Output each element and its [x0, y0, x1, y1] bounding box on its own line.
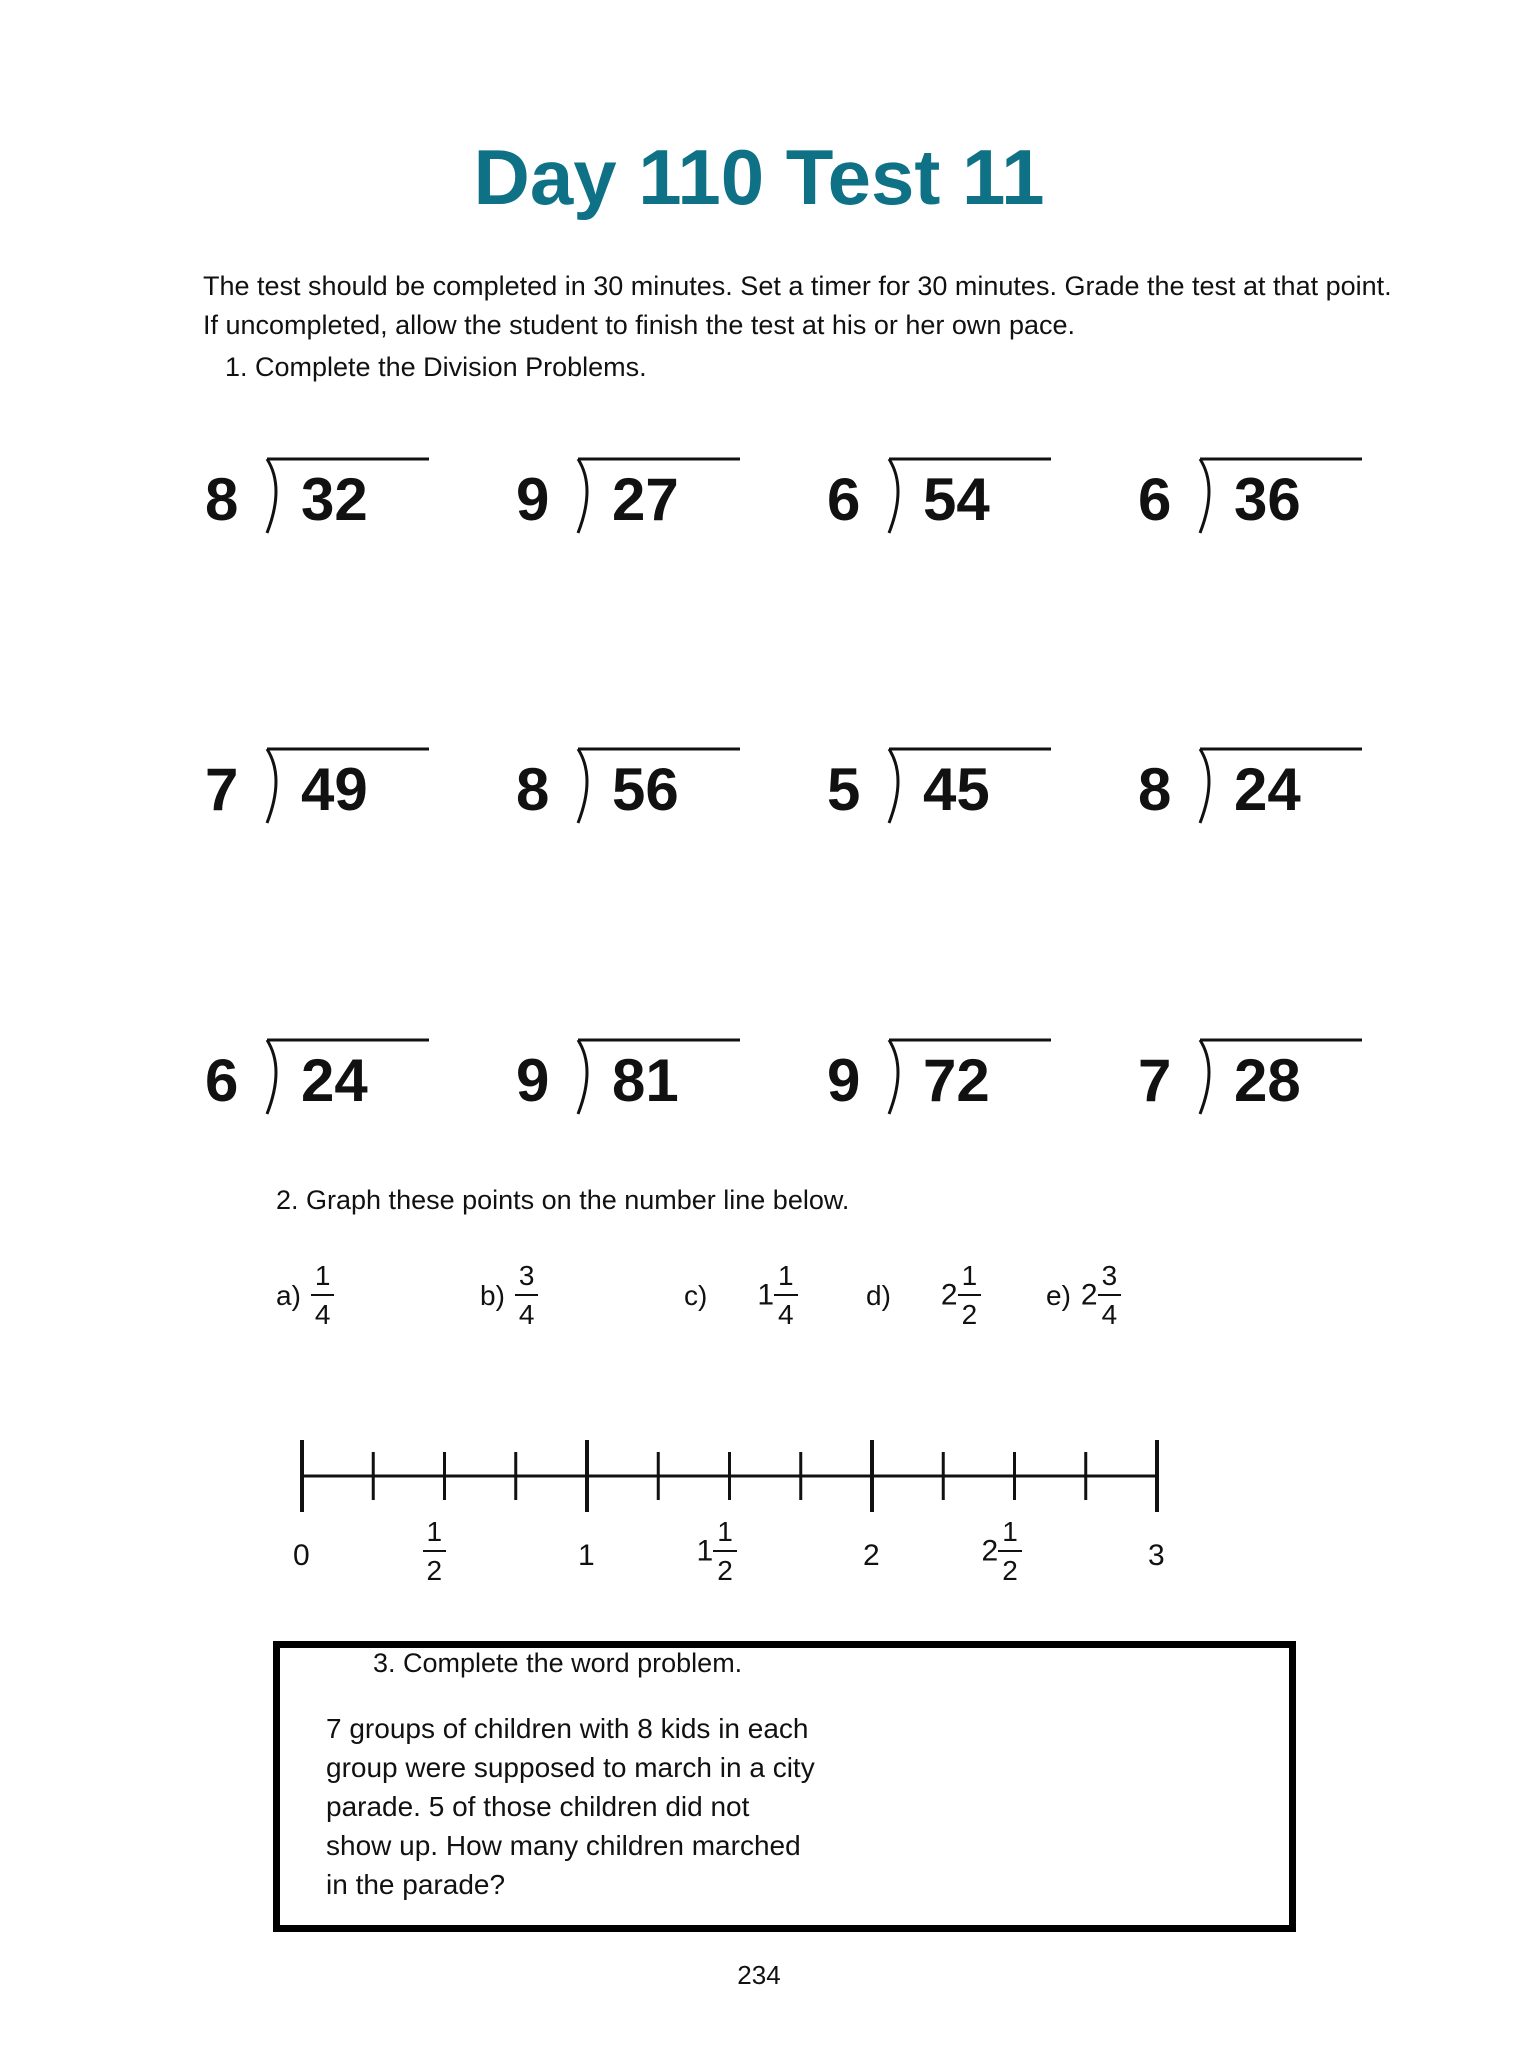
- dividend: 45: [923, 756, 990, 823]
- divisor: 9: [516, 1047, 550, 1114]
- number-line-label: [982, 1518, 1022, 1585]
- point-letter: a): [276, 1279, 301, 1311]
- question-1-label: 1. Complete the Division Problems.: [225, 352, 647, 382]
- number-line-label: [1148, 1538, 1165, 1573]
- divisor: 7: [205, 756, 239, 823]
- divisor: 6: [1138, 466, 1172, 533]
- dividend: 49: [301, 756, 368, 823]
- dividend: 24: [1234, 756, 1301, 823]
- fraction-denominator: 2: [958, 1294, 982, 1329]
- divisor: 6: [827, 466, 861, 533]
- divisor: 8: [516, 756, 550, 823]
- dividend: 32: [301, 466, 368, 533]
- point-whole: 1: [757, 1278, 775, 1312]
- number-line-label: [578, 1538, 595, 1573]
- dividend: 72: [923, 1047, 990, 1114]
- point-letter: d): [866, 1279, 891, 1311]
- divisor: 6: [205, 1047, 239, 1114]
- dividend: 36: [1234, 466, 1301, 533]
- fraction-numerator: 3: [518, 1260, 535, 1291]
- divisor: 9: [827, 1047, 861, 1114]
- question-2-label: 2. Graph these points on the number line below.: [276, 1185, 850, 1215]
- point-letter: c): [684, 1279, 708, 1311]
- number-line-label: [863, 1538, 880, 1573]
- divisor: 7: [1138, 1047, 1172, 1114]
- word-problem-line: parade. 5 of those children did not: [326, 1791, 750, 1822]
- divisor: 8: [205, 466, 239, 533]
- label-whole: 0: [293, 1539, 310, 1573]
- label-fraction: [998, 1518, 1022, 1585]
- label-whole: 1: [696, 1534, 714, 1568]
- fraction-numerator: 1: [778, 1260, 794, 1291]
- divisor: 8: [1138, 756, 1172, 823]
- number-line-label: [293, 1538, 310, 1573]
- fraction-numerator: 1: [1002, 1516, 1018, 1547]
- label-whole: 3: [1148, 1539, 1165, 1573]
- fraction-denominator: 4: [515, 1294, 539, 1329]
- label-fraction: [713, 1518, 737, 1585]
- fraction-numerator: 3: [1101, 1260, 1118, 1291]
- instructions-line-1: The test should be completed in 30 minutes. Set a timer for 30 minutes. Grade the test at that point.: [203, 271, 1392, 301]
- label-whole: 1: [578, 1539, 595, 1573]
- fraction-numerator: 1: [717, 1516, 733, 1547]
- dividend: 56: [612, 756, 679, 823]
- label-fraction: [423, 1518, 447, 1585]
- fraction-numerator: 1: [426, 1516, 443, 1547]
- fraction-denominator: 2: [998, 1550, 1022, 1585]
- word-problem-line: show up. How many children marched: [326, 1830, 801, 1861]
- number-line-label: [697, 1518, 737, 1585]
- point-whole: 2: [1080, 1278, 1098, 1312]
- word-problem-line: 7 groups of children with 8 kids in each: [326, 1713, 809, 1744]
- instructions-line-2: If uncompleted, allow the student to finish the test at his or her own pace.: [203, 310, 1076, 340]
- page-number: 234: [737, 1960, 781, 1990]
- fraction-denominator: 4: [774, 1294, 798, 1329]
- number-line-label: [423, 1518, 447, 1585]
- point-whole: 2: [940, 1278, 958, 1312]
- fraction-numerator: 1: [314, 1260, 331, 1291]
- divisor: 5: [827, 756, 861, 823]
- label-whole: 2: [863, 1539, 880, 1573]
- page-title: Day 110 Test 11: [473, 133, 1045, 221]
- dividend: 28: [1234, 1047, 1301, 1114]
- word-problem-line: group were supposed to march in a city: [326, 1752, 815, 1783]
- label-whole: 2: [981, 1534, 999, 1568]
- dividend: 54: [923, 466, 990, 533]
- fraction-numerator: 1: [961, 1260, 978, 1291]
- point-letter: b): [480, 1279, 505, 1311]
- word-problem-line: in the parade?: [326, 1869, 506, 1900]
- point-letter: e): [1046, 1279, 1071, 1311]
- dividend: 24: [301, 1047, 368, 1114]
- fraction-denominator: 2: [423, 1550, 447, 1585]
- dividend: 81: [612, 1047, 679, 1114]
- question-3-label: 3. Complete the word problem.: [373, 1648, 743, 1678]
- fraction-denominator: 2: [713, 1550, 737, 1585]
- fraction-denominator: 4: [311, 1294, 335, 1329]
- dividend: 27: [612, 466, 679, 533]
- divisor: 9: [516, 466, 550, 533]
- fraction-denominator: 4: [1098, 1294, 1122, 1329]
